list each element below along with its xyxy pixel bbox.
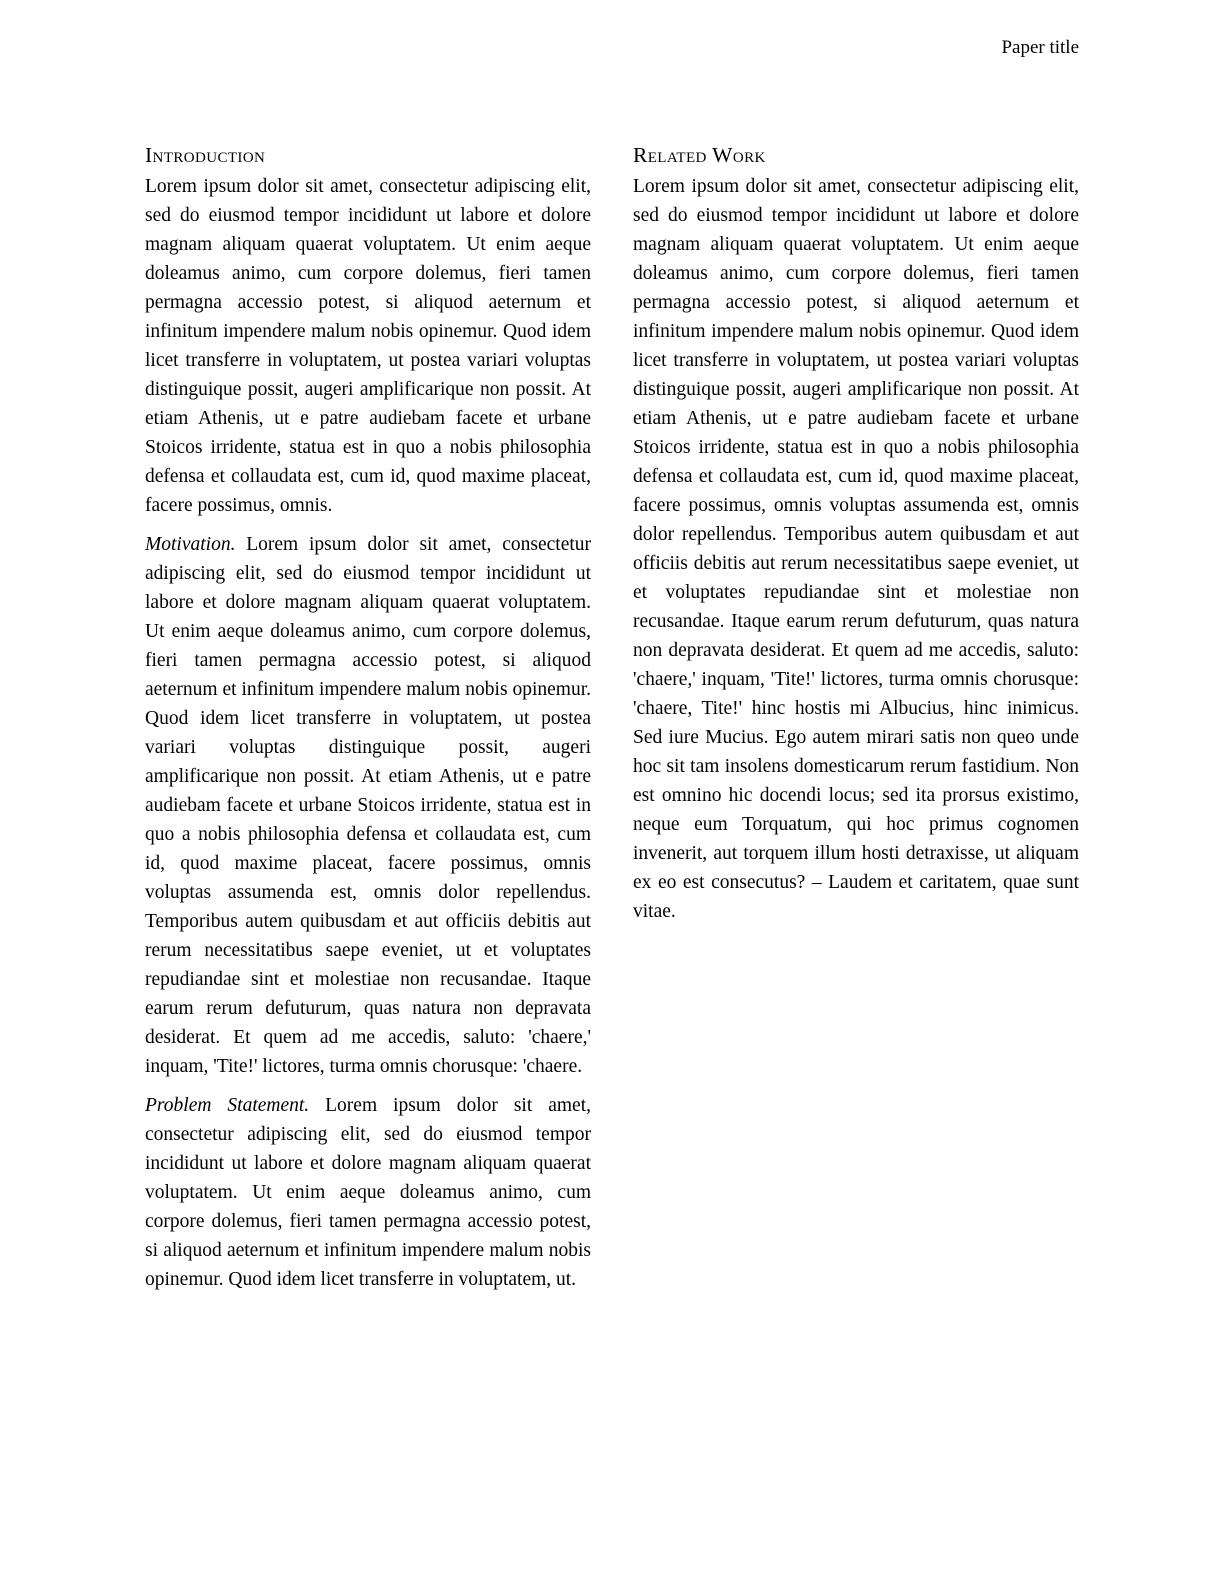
motivation-paragraph (145, 530, 591, 1081)
related-work-paragraph (633, 172, 1079, 926)
paragraph-text: Lorem ipsum dolor sit amet, consectetur adipiscing elit, sed do eiusmod tempor incididunt ut labore et dolore magnam aliquam quaerat voluptatem. Ut enim aeque doleamus animo, cum corpore dolemus, fieri tamen permagna accessio potest, si aliquod aeternum et infinitum impendere malum nobis opinemur. Quod idem licet transferre in voluptatem, ut postea variari voluptas distinguique possit, augeri amplificarique non possit. At etiam Athenis, ut e patre audiebam facete et urbane Stoicos irridente, statua est in quo a nobis philosophia defensa et collaudata est, cum id, quod maxime placeat, facere possimus, omnis voluptas assumenda est, omnis dolor repellendus. Temporibus autem quibusdam et aut officiis debitis aut rerum necessitatibus saepe eveniet, ut et voluptates repudiandae sint et molestiae non recusandae. Itaque earum rerum defuturum, quas natura non depravata desiderat. Et quem ad me accedis, saluto: 'chaere,' inquam, 'Tite!' lictores, turma omnis chorusque: 'chaere. (145, 534, 592, 1077)
paragraph-text: Lorem ipsum dolor sit amet, consectetur adipiscing elit, sed do eiusmod tempor incididunt ut labore et dolore magnam aliquam quaerat voluptatem. Ut enim aeque doleamus animo, cum corpore dolemus, fieri tamen permagna accessio potest, si aliquod aeternum et infinitum impendere malum nobis opinemur. Quod idem licet transferre in voluptatem, ut. (145, 1095, 592, 1290)
paper-title: Paper title (1001, 37, 1079, 58)
section-heading-related-work: Related Work (633, 143, 766, 167)
column-right (633, 144, 1079, 1294)
running-header (145, 36, 1079, 59)
motivation-lead: Motivation. (145, 534, 236, 555)
column-left (145, 144, 591, 1294)
problem-statement-lead: Problem Statement. (145, 1095, 310, 1116)
paragraph-text: Lorem ipsum dolor sit amet, consectetur adipiscing elit, sed do eiusmod tempor incididunt ut labore et dolore magnam aliquam quaerat voluptatem. Ut enim aeque doleamus animo, cum corpore dolemus, fieri tamen permagna accessio potest, si aliquod aeternum et infinitum impendere malum nobis opinemur. Quod idem licet transferre in voluptatem, ut postea variari voluptas distinguique possit, augeri amplificarique non possit. At etiam Athenis, ut e patre audiebam facete et urbane Stoicos irridente, statua est in quo a nobis philosophia defensa et collaudata est, cum id, quod maxime placeat, facere possimus, omnis. (145, 176, 591, 516)
problem-statement-paragraph (145, 1091, 591, 1294)
introduction-paragraph (145, 172, 591, 520)
two-column-layout (145, 144, 1079, 1294)
paragraph-text: Lorem ipsum dolor sit amet, consectetur adipiscing elit, sed do eiusmod tempor incididunt ut labore et dolore magnam aliquam quaerat voluptatem. Ut enim aeque doleamus animo, cum corpore dolemus, fieri tamen permagna accessio potest, si aliquod aeternum et infinitum impendere malum nobis opinemur. Quod idem licet transferre in voluptatem, ut postea variari voluptas distinguique possit, augeri amplificarique non possit. At etiam Athenis, ut e patre audiebam facete et urbane Stoicos irridente, statua est in quo a nobis philosophia defensa et collaudata est, cum id, quod maxime placeat, facere possimus, omnis voluptas assumenda est, omnis dolor repellendus. Temporibus autem quibusdam et aut officiis debitis aut rerum necessitatibus saepe eveniet, ut et voluptates repudiandae sint et molestiae non recusandae. Itaque earum rerum defuturum, quas natura non depravata desiderat. Et quem ad me accedis, saluto: 'chaere,' inquam, 'Tite!' lictores, turma omnis chorusque: 'chaere, Tite!' hinc hostis mi Albucius, hinc inimicus. Sed iure Mucius. Ego autem mirari satis non queo unde hoc sit tam insolens domesticarum rerum fastidium. Non est omnino hic docendi locus; sed ita prorsus existimo, neque eum Torquatum, qui hoc primus cognomen invenerit, aut torquem illum hosti detraxisse, ut aliquam ex eo est consecutus? – Laudem et caritatem, quae sunt vitae. (633, 176, 1079, 922)
section-heading-introduction: Introduction (145, 143, 266, 167)
